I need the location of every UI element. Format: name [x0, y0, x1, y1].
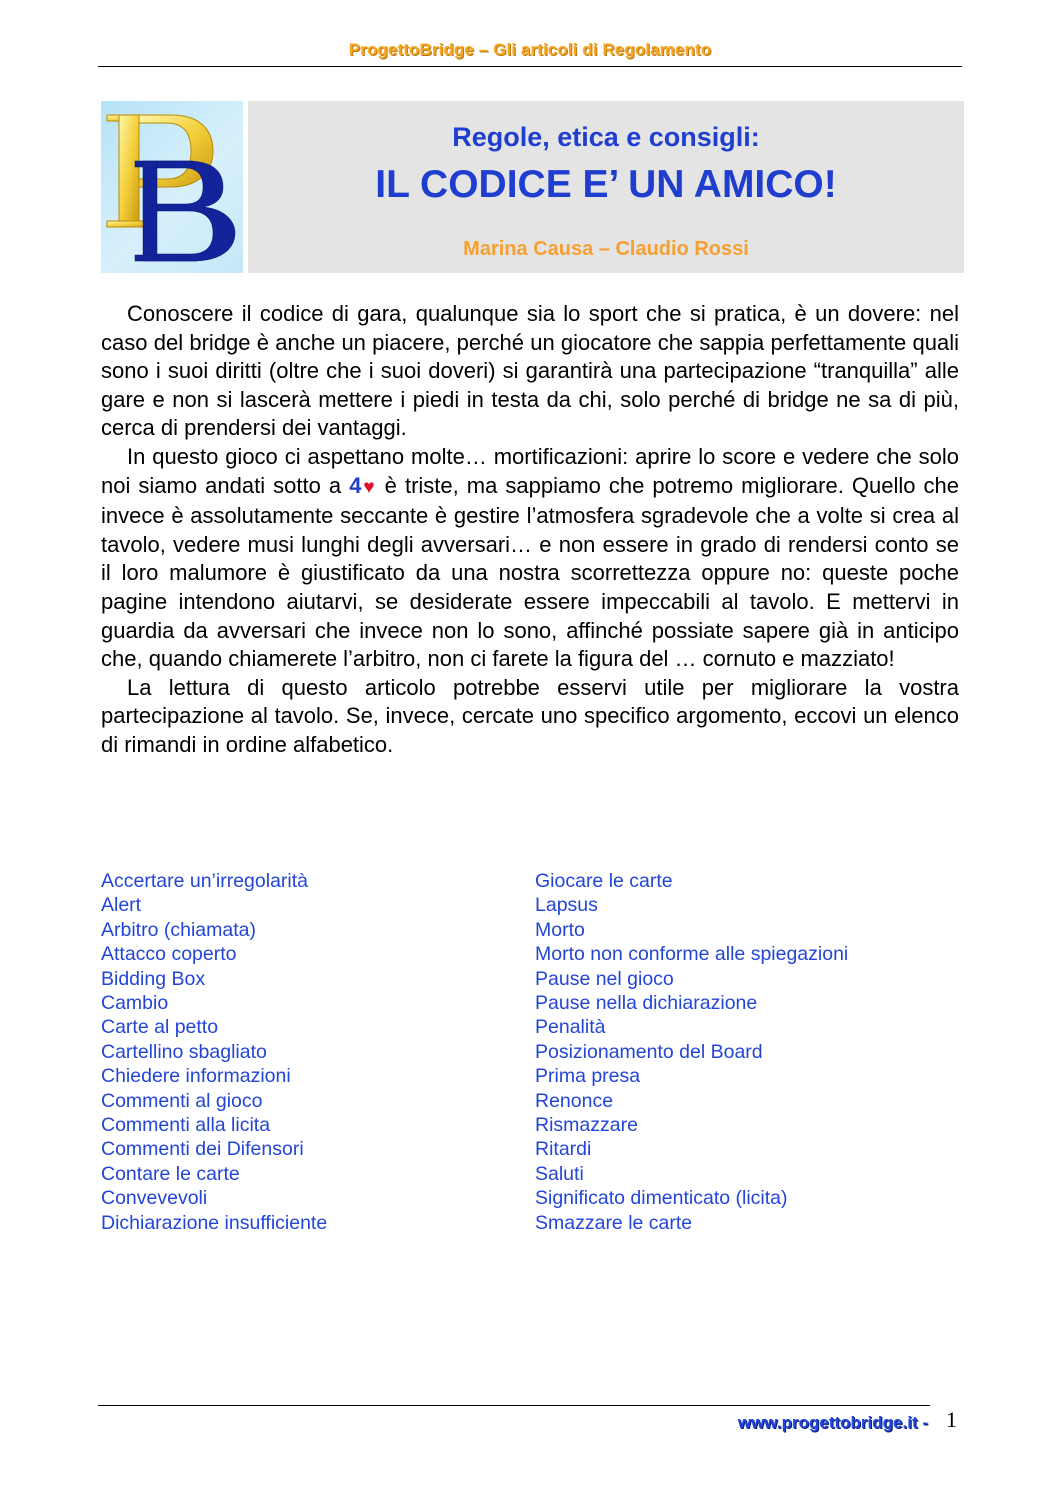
topic-link[interactable]: Cartellino sbagliato	[101, 1040, 267, 1063]
topic-link[interactable]: Ritardi	[535, 1138, 592, 1161]
topic-link[interactable]: Bidding Box	[101, 967, 206, 990]
contract-level: 4	[349, 472, 362, 498]
topic-link[interactable]: Posizionamento del Board	[535, 1040, 763, 1063]
article-subtitle: Regole, etica e consigli:	[452, 122, 760, 152]
topic-link[interactable]: Pause nella dichiarazione	[535, 992, 758, 1015]
topic-link[interactable]: Penalità	[535, 1016, 606, 1039]
progettobridge-logo	[101, 101, 243, 273]
topic-link[interactable]: Chiedere informazioni	[101, 1065, 291, 1088]
paragraph-3: La lettura di questo articolo potrebbe esservi utile per migliorare la vostra partecipazione al tavolo. Se, invece, cercate uno specifico argomento, eccovi un elenco di rimandi in ordine alfabetico.	[101, 674, 959, 757]
logo-graphic	[101, 101, 243, 273]
title-box	[248, 101, 964, 273]
topic-index-left	[101, 869, 327, 1235]
topic-link[interactable]: Morto	[535, 918, 585, 941]
contract-4-hearts	[349, 473, 376, 498]
paragraph-2-end: è triste, ma sappiamo che potremo migliorare. Quello che invece è assolutamente seccante è gestire l’atmosfera sgradevole che a volte si crea al tavolo, vedere musi lunghi degli avversari… e non essere in grado di rendersi conto se il loro malumore è giustificato da una nostra scorrettezza oppure no: queste poche pagine intendono aiutarvi, se desiderate essere impeccabili al tavolo. E mettervi in guardia da avversari che invece non lo sono, affinché possiate sapere già in anticipo che, quando chiamerete l’arbitro, non ci farete la figura del … cornuto e mazziato!	[101, 472, 960, 672]
topic-link[interactable]: Convevevoli	[101, 1187, 208, 1210]
paragraph-2	[101, 443, 959, 674]
topic-link[interactable]: Carte al petto	[101, 1016, 219, 1039]
topic-link[interactable]: Prima presa	[535, 1065, 641, 1088]
topic-link[interactable]: Morto non conforme alle spiegazioni	[535, 943, 849, 966]
topic-link[interactable]: Commenti alla licita	[101, 1114, 271, 1137]
article-authors: Marina Causa – Claudio Rossi	[463, 238, 749, 260]
topic-link[interactable]: Accertare un’irregolarità	[101, 870, 309, 892]
topic-link[interactable]: Renonce	[535, 1089, 614, 1112]
topic-link[interactable]: Commenti dei Difensori	[101, 1138, 304, 1161]
topic-link[interactable]: Saluti	[535, 1162, 584, 1185]
topic-link[interactable]: Alert	[101, 894, 142, 917]
topic-link[interactable]: Giocare le carte	[535, 870, 673, 892]
footer-website-link[interactable]: www.progettobridge.it -	[737, 1413, 928, 1432]
footer-divider	[98, 1405, 930, 1406]
topic-link[interactable]: Lapsus	[535, 894, 598, 917]
topic-link[interactable]: Pause nel gioco	[535, 967, 674, 990]
topic-link[interactable]: Smazzare le carte	[535, 1211, 693, 1234]
topic-link[interactable]: Cambio	[101, 992, 169, 1015]
article-title: IL CODICE E’ UN AMICO!	[375, 163, 837, 206]
topic-link[interactable]: Rismazzare	[535, 1114, 638, 1137]
running-header-title: ProgettoBridge – Gli articoli di Regolamento	[348, 40, 712, 59]
topic-link[interactable]: Attacco coperto	[101, 943, 237, 966]
topic-link[interactable]: Commenti al gioco	[101, 1089, 263, 1112]
topic-link[interactable]: Contare le carte	[101, 1162, 240, 1185]
topic-link[interactable]: Significato dimenticato (licita)	[535, 1187, 788, 1210]
page-number: 1	[946, 1407, 957, 1432]
paragraph-1: Conoscere il codice di gara, qualunque sia lo sport che si pratica, è un dovere: nel caso del bridge è anche un piacere, perché un giocatore che sappia perfettamente quali sono i suoi diritti (oltre che i suoi doveri) si garantirà una partecipazione “tranquilla” alle gare e non si lascerà mettere i piedi in testa da chi, solo perché di bridge ne sa di più, cerca di prendersi dei vantaggi.	[101, 301, 959, 441]
heart-suit-icon: ♥	[361, 476, 377, 498]
paragraph-2-start: In questo gioco ci aspettano molte… mortificazioni: aprire lo score e vedere che solo noi siamo andati sotto a	[101, 443, 959, 498]
topic-link[interactable]: Arbitro (chiamata)	[101, 918, 256, 941]
topic-link[interactable]: Dichiarazione insufficiente	[101, 1211, 328, 1234]
topic-index-right	[535, 869, 848, 1235]
article-body	[101, 300, 959, 760]
running-header	[98, 40, 962, 67]
